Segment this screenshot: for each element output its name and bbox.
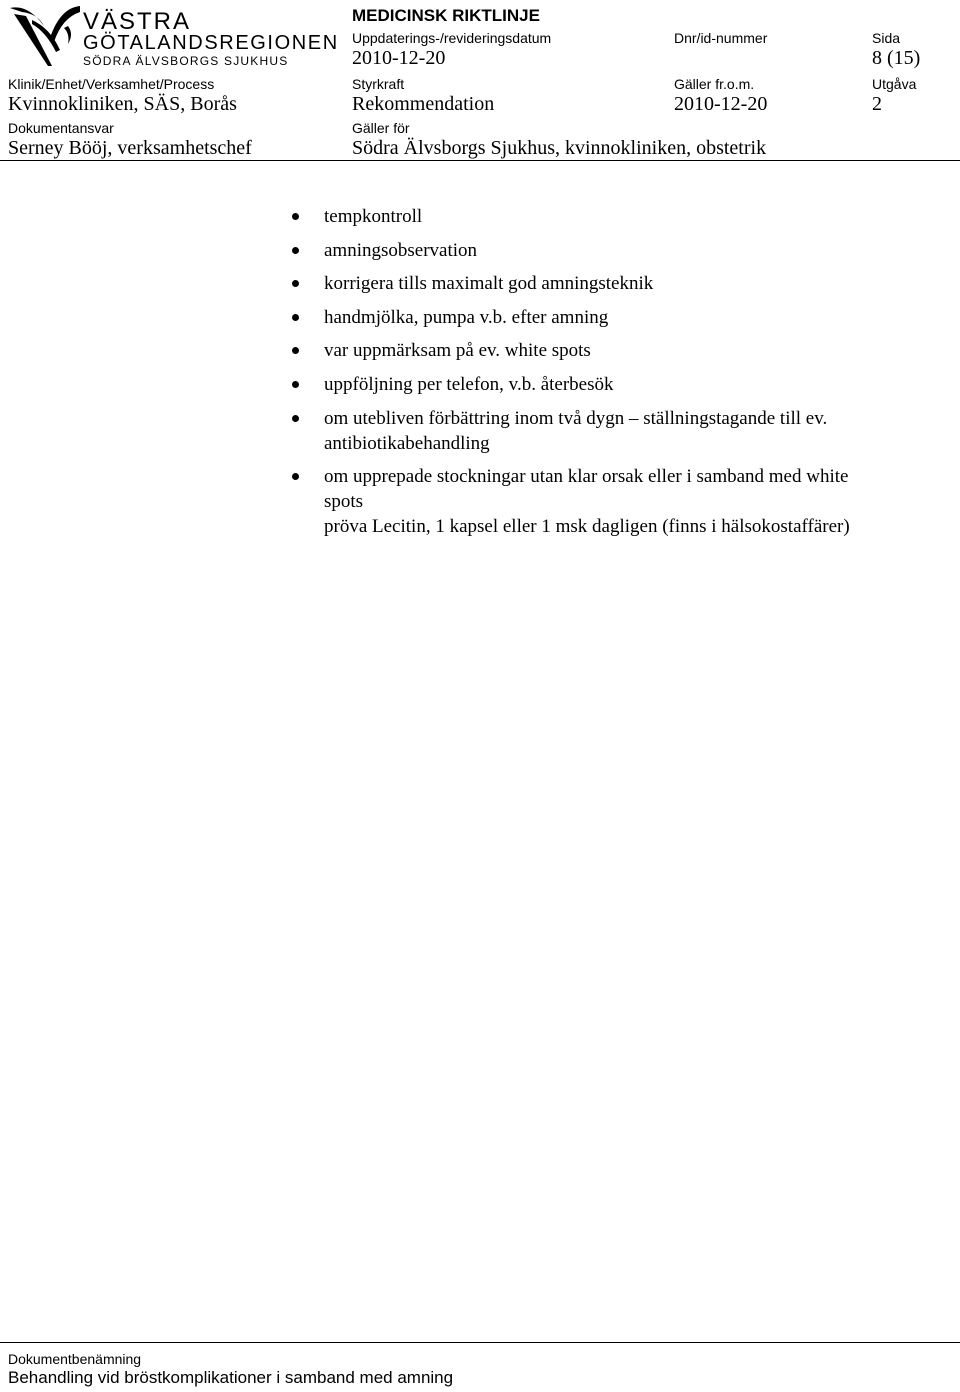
list-item-text: handmjölka, pumpa v.b. efter amning <box>324 306 609 328</box>
page-value: 8 (15) <box>872 47 921 69</box>
list-item-text: var uppmärksam på ev. white spots <box>324 340 591 362</box>
list-item-text: uppföljning per telefon, v.b. återbesök <box>324 373 614 395</box>
list-item-text: om upprepade stockningar utan klar orsak eller i samband med white <box>324 466 849 488</box>
list-item <box>286 305 946 330</box>
edition-label: Utgåva <box>872 76 917 92</box>
bullet-dot-icon <box>292 314 299 321</box>
applies-to-label: Gäller för <box>352 120 410 136</box>
footer-divider <box>0 1342 960 1343</box>
bullet-dot-icon <box>292 347 299 354</box>
document-type-title: MEDICINSK RIKTLINJE <box>352 6 540 25</box>
region-emblem-icon <box>8 4 83 70</box>
logo-text-line3: SÖDRA ÄLVSBORGS SJUKHUS <box>83 54 289 68</box>
list-item <box>286 238 946 263</box>
list-item-text: korrigera tills maximalt god amningsteknik <box>324 273 654 295</box>
valid-from-value: 2010-12-20 <box>674 93 768 115</box>
responsible-label: Dokumentansvar <box>8 120 114 136</box>
list-item-text: pröva Lecitin, 1 kapsel eller 1 msk dagligen (finns i hälsokostaffärer) <box>324 516 850 538</box>
bullet-dot-icon <box>292 280 299 287</box>
list-item-text: om utebliven förbättring inom två dygn – ställningstagande till ev. <box>324 407 828 429</box>
bullet-dot-icon <box>292 415 299 422</box>
unit-label: Klinik/Enhet/Verksamhet/Process <box>8 76 215 92</box>
revision-date-value: 2010-12-20 <box>352 47 446 69</box>
region-logo <box>8 4 339 70</box>
strength-value: Rekommendation <box>352 93 495 115</box>
list-item-text: tempkontroll <box>324 206 423 227</box>
logo-text-line2: GÖTALANDSREGIONEN <box>83 32 339 54</box>
list-item <box>286 338 946 363</box>
list-item <box>286 271 946 296</box>
recommendation-list <box>286 204 946 548</box>
document-name-label: Dokumentbenämning <box>8 1351 142 1367</box>
page-label: Sida <box>872 30 901 46</box>
bullet-dot-icon <box>292 247 299 254</box>
list-item-text: amningsobservation <box>324 239 478 261</box>
list-item-text: antibiotikabehandling <box>324 432 490 454</box>
list-item <box>286 406 946 456</box>
applies-to-value: Södra Älvsborgs Sjukhus, kvinnokliniken, obstetrik <box>352 137 767 159</box>
bullet-dot-icon <box>292 473 299 480</box>
unit-value: Kvinnokliniken, SÄS, Borås <box>8 93 237 115</box>
id-number-label: Dnr/id-nummer <box>674 30 768 46</box>
logo-text-line1: VÄSTRA <box>83 8 192 35</box>
list-item <box>286 204 946 229</box>
document-name-value: Behandling vid bröstkomplikationer i samband med amning <box>8 1368 454 1387</box>
bullet-dot-icon <box>292 381 299 388</box>
revision-date-label: Uppdaterings-/revideringsdatum <box>352 30 552 46</box>
edition-value: 2 <box>872 93 882 115</box>
strength-label: Styrkraft <box>352 76 405 92</box>
list-item <box>286 464 946 539</box>
list-item-text: spots <box>324 491 364 513</box>
header-divider <box>0 160 960 161</box>
list-item <box>286 372 946 397</box>
bullet-dot-icon <box>292 213 299 220</box>
valid-from-label: Gäller fr.o.m. <box>674 76 755 92</box>
responsible-value: Serney Bööj, verksamhetschef <box>8 137 252 159</box>
